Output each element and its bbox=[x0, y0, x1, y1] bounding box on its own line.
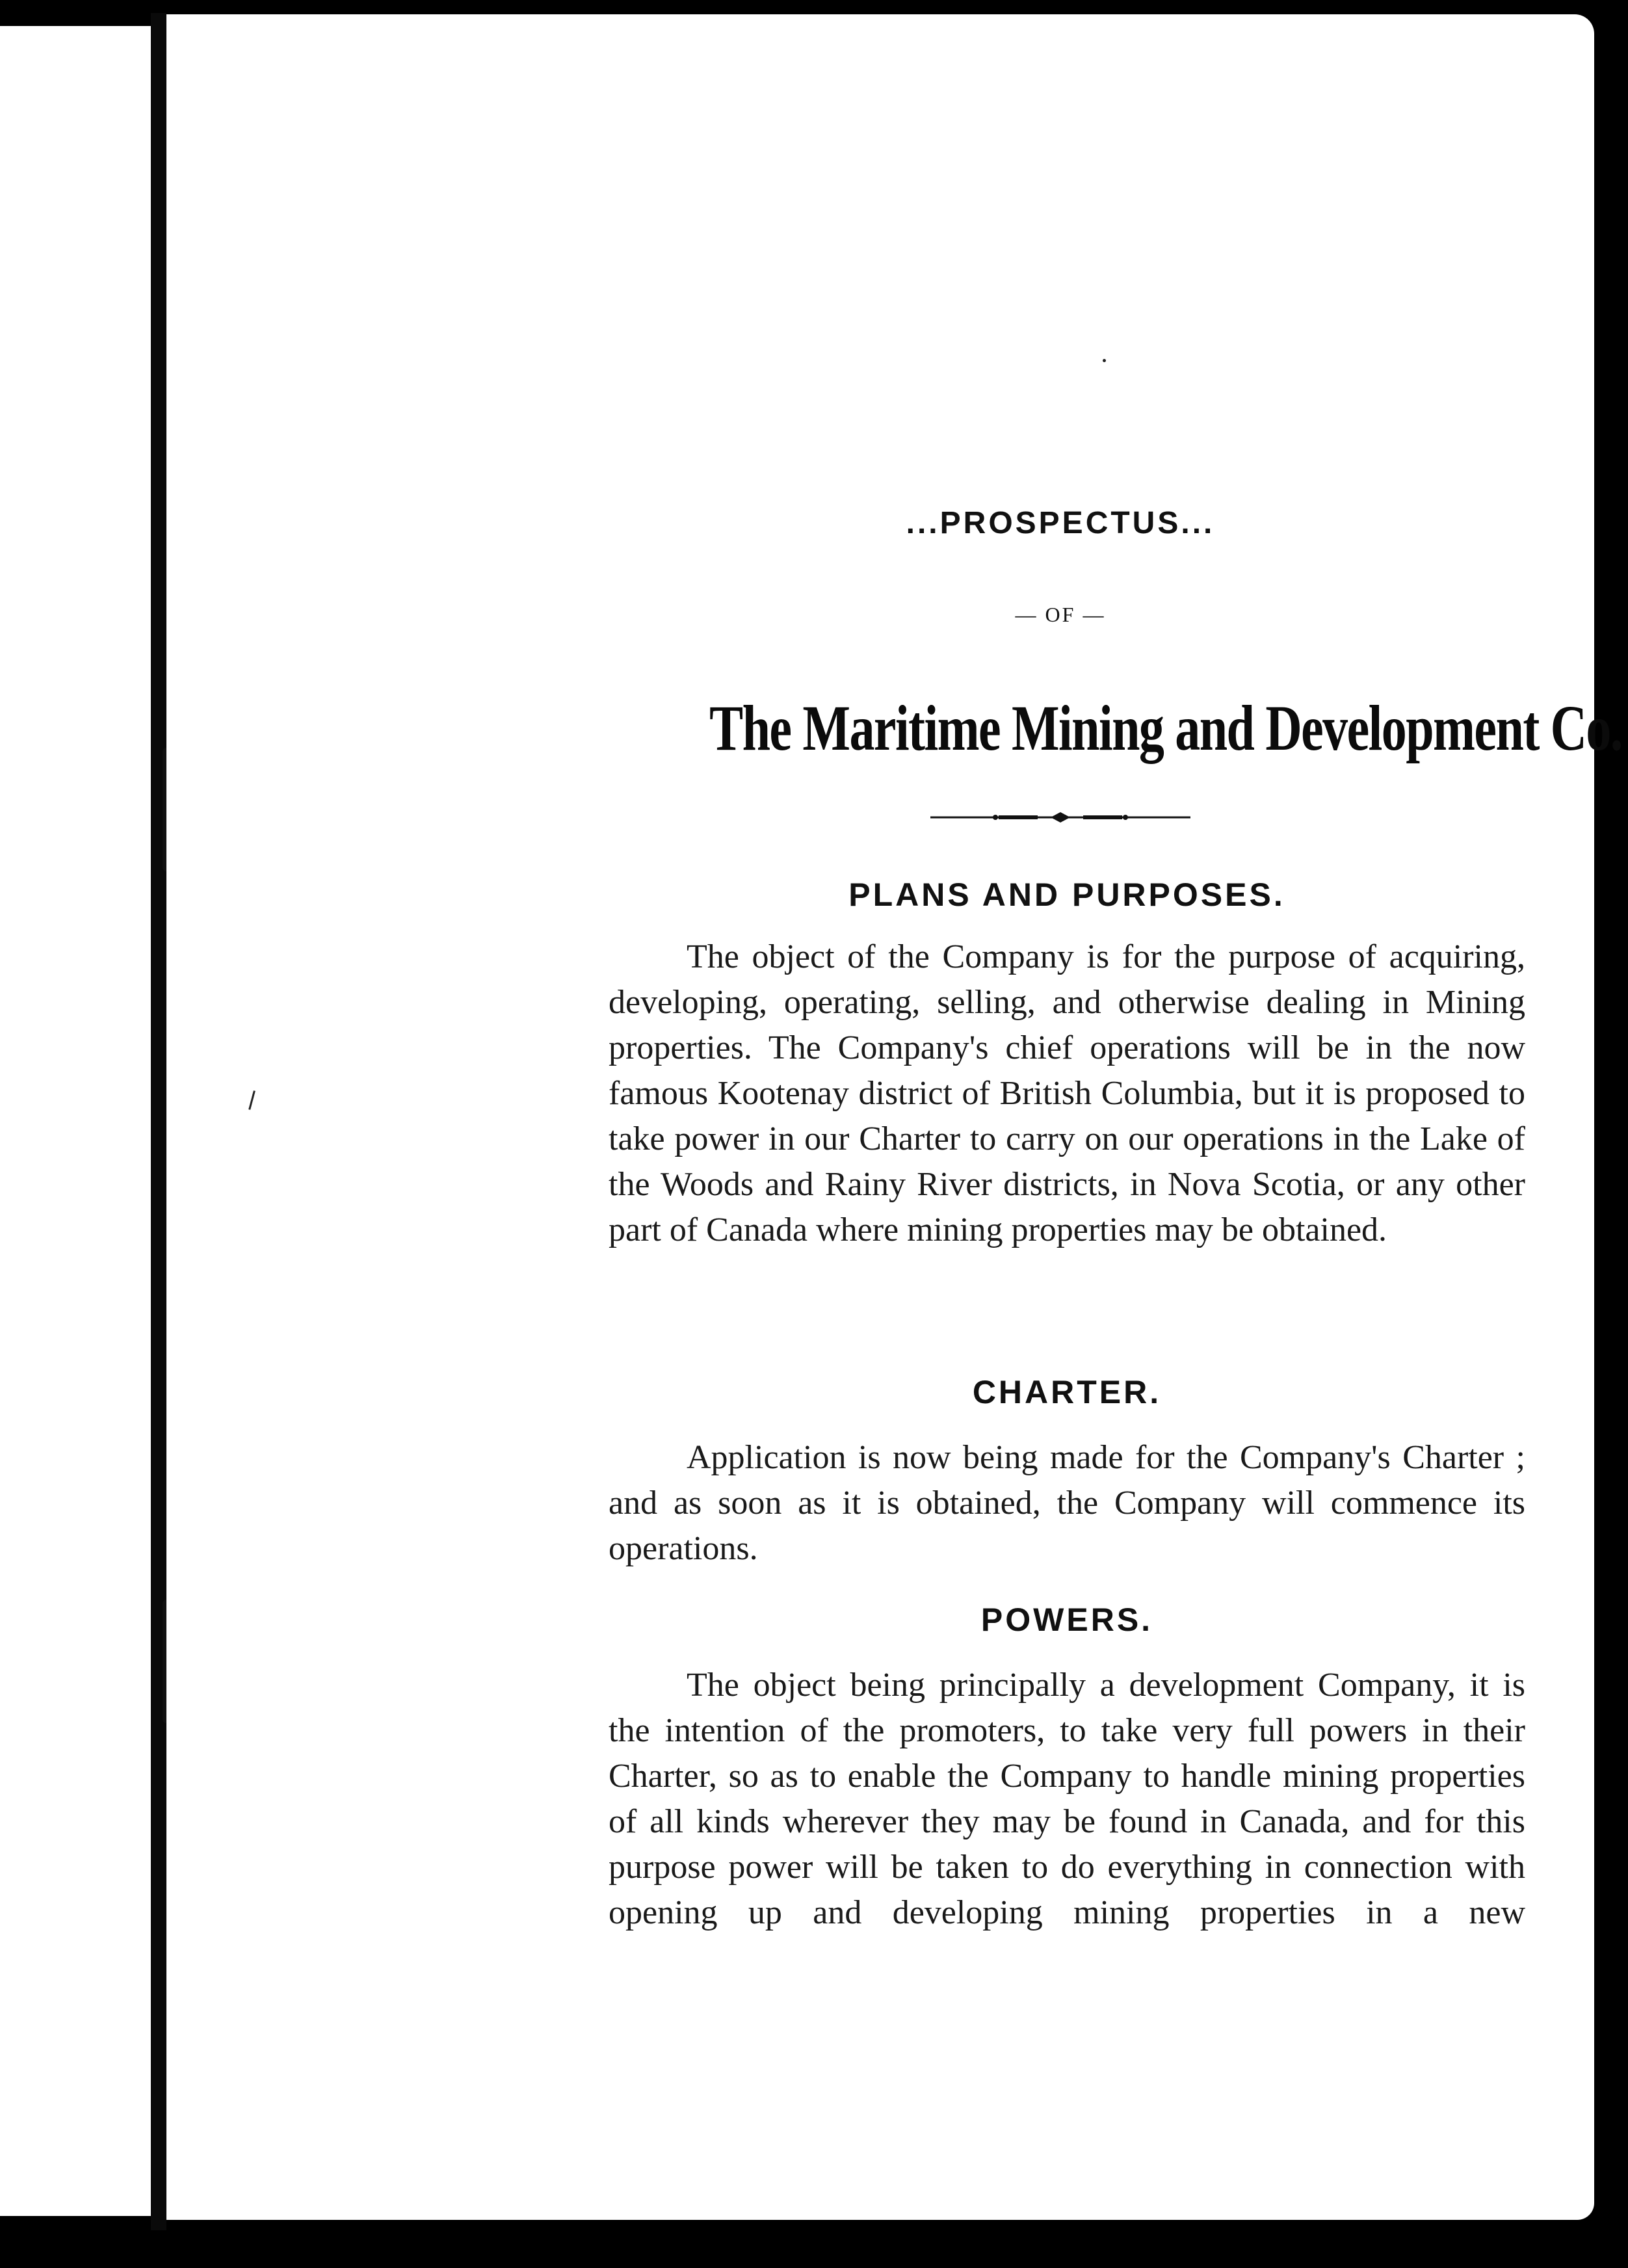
section-body-charter: Application is now being made for the Company's Charter ; and as soon as it is obtained, the Company will commence its operations. bbox=[609, 1439, 1525, 1567]
book-gutter bbox=[151, 13, 166, 2230]
document-title: ...PROSPECTUS... bbox=[906, 506, 1215, 540]
section-heading-charter: CHARTER. bbox=[972, 1374, 1162, 1410]
title-connector: — OF — bbox=[1015, 603, 1106, 626]
section-heading-plans: PLANS AND PURPOSES. bbox=[848, 877, 1285, 913]
document-page bbox=[166, 14, 1622, 2220]
stray-ink-dot bbox=[1103, 359, 1106, 362]
company-name: The Maritime Mining and Development Co. bbox=[709, 692, 1622, 764]
section-body-powers: The object being principally a development Company, it is the intention of the promoters, to take very full powers in their Charter, so as to enable the Company to handle mining properties of all kinds wherever they may be found in Canada, and for this purpose power will be taken to do everything in connection with opening up and developing mining properties in a new bbox=[609, 1667, 1525, 1931]
section-body-plans: The object of the Company is for the purpose of acquiring, developing, operating, selling, and otherwise dealing in Mining properties. The Company's chief operations will be in the now famous Kootenay district of British Columbia, but it is proposed to take power in our Charter to carry on our operations in the Lake of the Woods and Rainy River districts, in Nova Scotia, or any other part of Canada where mining properties may be obtained. bbox=[609, 938, 1525, 1248]
stray-ink-tick bbox=[248, 1090, 256, 1110]
ornamental-divider bbox=[930, 804, 1190, 830]
left-page-edge bbox=[0, 26, 151, 2216]
section-heading-powers: POWERS. bbox=[980, 1602, 1153, 1638]
